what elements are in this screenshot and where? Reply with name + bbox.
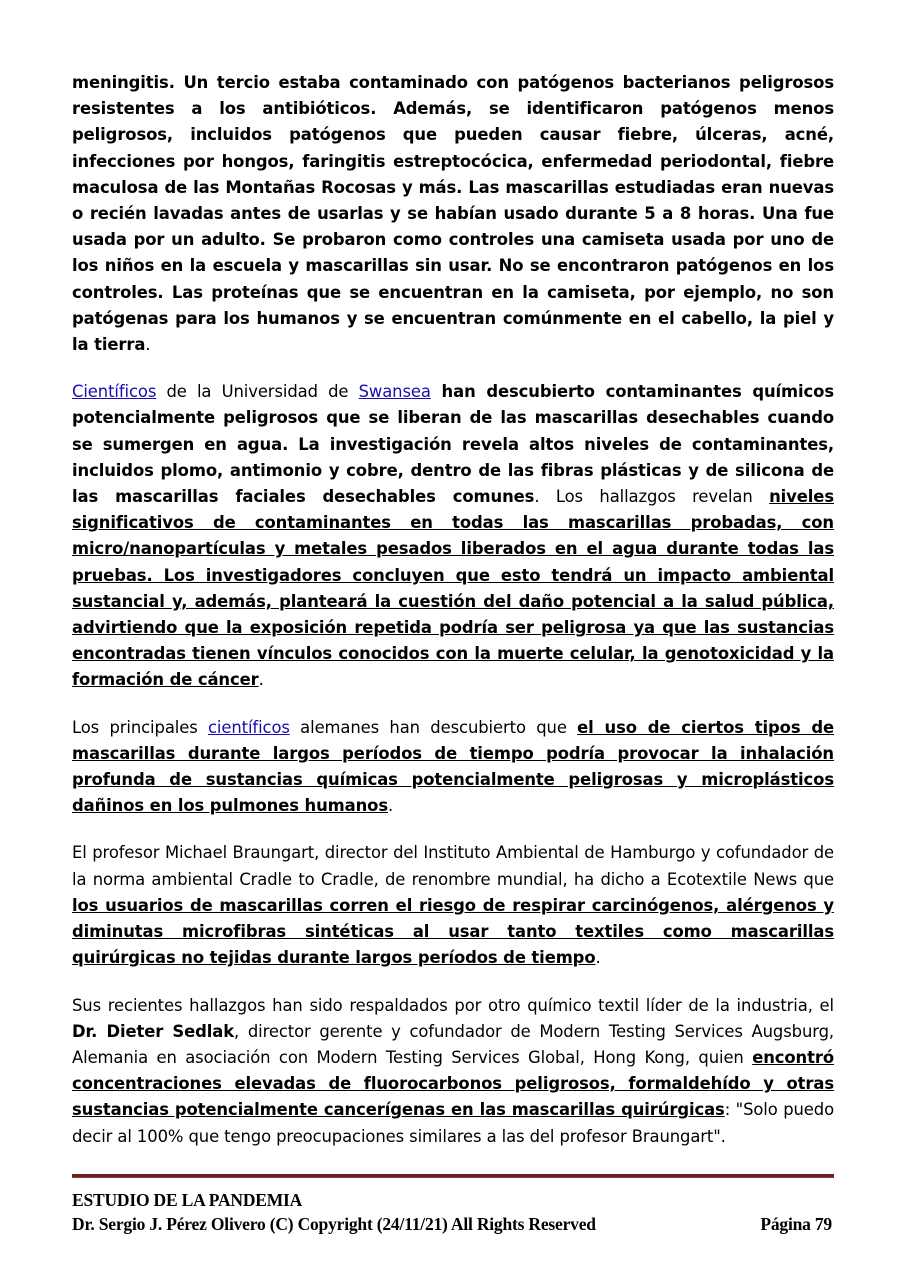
bold-underline-run: niveles significativos de contaminantes en todas las mascarillas probadas, con micro/nanopartículas y metales pesados liberados en el agua durante todas las pruebas. Los investigadores concluyen que esto tendrá un impacto ambiental sustancial y, además, planteará la cuestión del daño potencial a la salud pública, advirtiendo que la exposición repetida podría ser peligrosa ya que las sustancias encontradas tienen vínculos conocidos con la muerte celular, la genotoxicidad y la formación de cáncer <box>72 487 834 690</box>
paragraph-2 <box>72 379 834 693</box>
bold-run: han descubierto contaminantes químicos potencialmente peligrosos que se liberan de las mascarillas desechables cuando se sumergen en agua <box>72 382 834 454</box>
text-run: , director gerente y cofundador de Modern Testing Services Augsburg, Alemania en asociación con Modern Testing Services Global, Hong Kong, quien <box>72 1021 834 1067</box>
hyperlink[interactable]: Científicos <box>72 382 157 402</box>
text-run: alemanes han descubierto que <box>289 717 578 737</box>
hyperlink[interactable]: científicos <box>208 717 290 737</box>
paragraph-1 <box>72 70 834 358</box>
text-run: . <box>387 796 394 816</box>
text-run: . <box>258 670 264 690</box>
footer-meta-row <box>72 1212 834 1236</box>
bold-run: meningitis. Un tercio estaba contaminado con patógenos bacterianos peligrosos resistentes a los antibióticos. Además, se identificaron patógenos menos peligrosos, incluidos patógenos que pueden causar fiebre, úlceras, acné, infecciones por hongos, faringitis estreptocócica, enfermedad periodontal, fiebre maculosa de las Montañas Rocosas y más. Las mascarillas estudiadas eran nuevas o recién lavadas antes de usarlas y se habían usado durante 5 a 8 horas. Una fue usada por un adulto. Se probaron como controles una camiseta usada por uno de los niños en la escuela y mascarillas sin usar. No se encontraron patógenos en los controles. Las proteínas que se encuentran en la camiseta, por ejemplo, no son patógenas para los humanos y se encuentran comúnmente en el cabello, la piel y la tierra <box>72 73 834 355</box>
text-run: : "Solo puedo decir al 100% que tengo preocupaciones similares a las del profesor Braungart". <box>72 1100 835 1146</box>
text-run: El profesor Michael Braungart, director del Instituto Ambiental de Hamburgo y cofundador de la norma ambiental Cradle to Cradle, de renombre mundial, ha dicho a Ecotextile News que <box>72 843 834 889</box>
bold-run: Dr. Dieter Sedlak <box>72 1021 235 1041</box>
paragraph-3 <box>72 715 834 820</box>
hyperlink[interactable]: Swansea <box>358 382 431 402</box>
text-run: . <box>595 948 601 968</box>
text-run: Sus recientes hallazgos han sido respaldados por otro químico textil líder de la industria, el <box>72 995 834 1015</box>
text-run: de la Universidad de <box>156 382 359 402</box>
footer-title: ESTUDIO DE LA PANDEMIA <box>72 1190 303 1210</box>
paragraph-5 <box>72 993 834 1150</box>
text-run: . Los hallazgos revelan <box>534 487 770 507</box>
text-run: . <box>145 335 151 355</box>
bold-underline-run: encontró concentraciones elevadas de fluorocarbonos peligrosos, formaldehído y otras sustancias potencialmente cancerígenas en las mascarillas quirúrgicas <box>72 1047 834 1120</box>
paragraph-4 <box>72 840 834 971</box>
footer-page-number: Página 79 <box>760 1214 832 1234</box>
page-footer <box>72 1174 834 1236</box>
bold-run: . La investigación revela altos niveles de contaminantes, incluidos plomo, antimonio y cobre, dentro de las fibras plásticas y de silicona de las mascarillas faciales desechables comunes <box>72 434 834 507</box>
footer-divider <box>72 1174 834 1178</box>
bold-underline-run: el uso de ciertos tipos de mascarillas durante largos períodos de tiempo podría provocar la inhalación profunda de sustancias químicas potencialmente peligrosas y microplásticos dañinos en los pulmones humanos <box>72 717 834 816</box>
text-run: Los principales <box>72 717 208 737</box>
bold-underline-run: los usuarios de mascarillas corren el riesgo de respirar carcinógenos, alérgenos y diminutas microfibras sintéticas al usar tanto textiles como mascarillas quirúrgicas no tejidas durante largos períodos de tiempo <box>72 895 834 968</box>
page-body <box>72 70 834 1171</box>
footer-copyright: Dr. Sergio J. Pérez Olivero (C) Copyright (24/11/21) All Rights Reserved <box>72 1214 596 1234</box>
